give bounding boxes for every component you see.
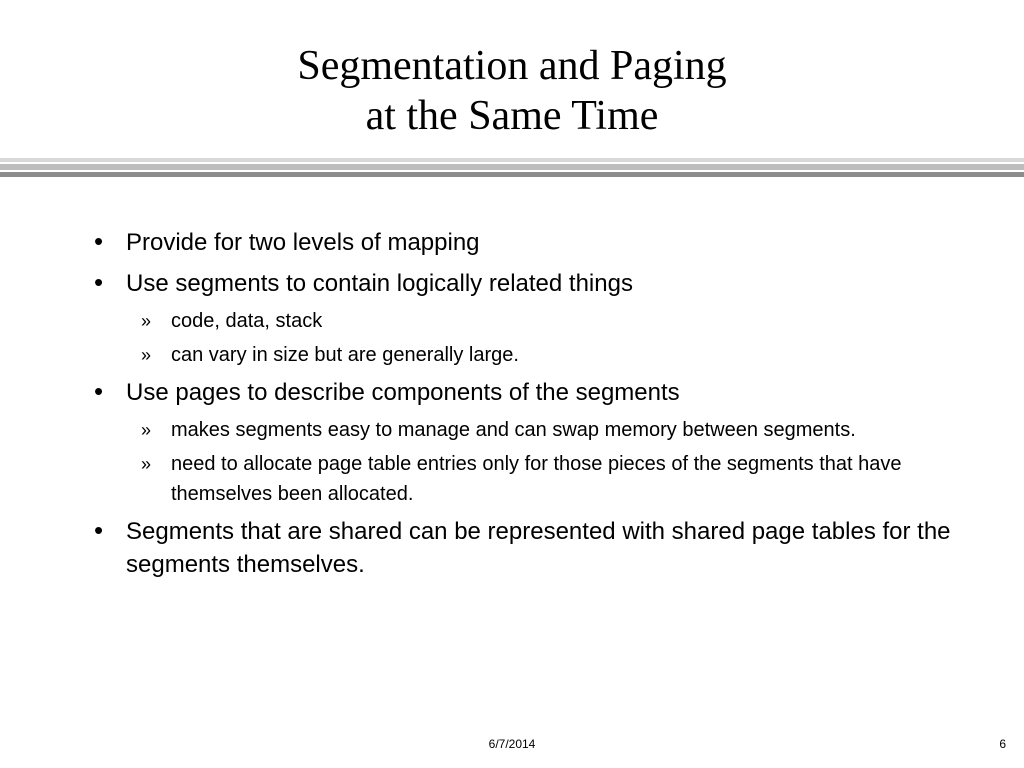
bullet-item (92, 515, 952, 581)
sub-bullet-item (92, 449, 952, 509)
bullet-dot-icon: • (94, 267, 104, 297)
chevron-right-icon: » (141, 311, 152, 331)
bullet-item (92, 267, 952, 300)
bullet-text: Segments that are shared can be represented with shared page tables for the segments themselves. (126, 518, 951, 578)
bullet-dot-icon: • (94, 376, 104, 406)
bullet-text: Provide for two levels of mapping (126, 229, 480, 256)
footer-date: 6/7/2014 (488, 737, 536, 751)
bullet-text: Use segments to contain logically related things (126, 270, 633, 297)
sub-bullet-item (92, 340, 952, 370)
sub-bullet-text: makes segments easy to manage and can swap memory between segments. (171, 419, 856, 441)
title-divider-dark (0, 172, 1024, 177)
bullet-item (92, 376, 952, 409)
bullet-item (92, 226, 952, 259)
page-number: 6 (999, 737, 1006, 751)
bullet-text: Use pages to describe components of the segments (126, 379, 680, 406)
slide-title (0, 41, 1024, 141)
title-line-2: at the Same Time (365, 93, 659, 139)
sub-bullet-list (92, 306, 952, 370)
chevron-right-icon: » (141, 420, 152, 440)
title-line-1: Segmentation and Paging (297, 43, 727, 89)
sub-bullet-text: need to allocate page table entries only for those pieces of the segments that have themselves been allocated. (171, 453, 902, 505)
sub-bullet-list (92, 415, 952, 509)
chevron-right-icon: » (141, 454, 152, 474)
chevron-right-icon: » (141, 345, 152, 365)
title-divider-light (0, 158, 1024, 162)
bullet-dot-icon: • (94, 226, 104, 256)
bullet-dot-icon: • (94, 515, 104, 545)
title-divider-mid (0, 164, 1024, 170)
sub-bullet-item (92, 306, 952, 336)
slide-body (92, 226, 952, 589)
sub-bullet-item (92, 415, 952, 445)
sub-bullet-text: code, data, stack (171, 310, 323, 332)
sub-bullet-text: can vary in size but are generally large. (171, 344, 519, 366)
